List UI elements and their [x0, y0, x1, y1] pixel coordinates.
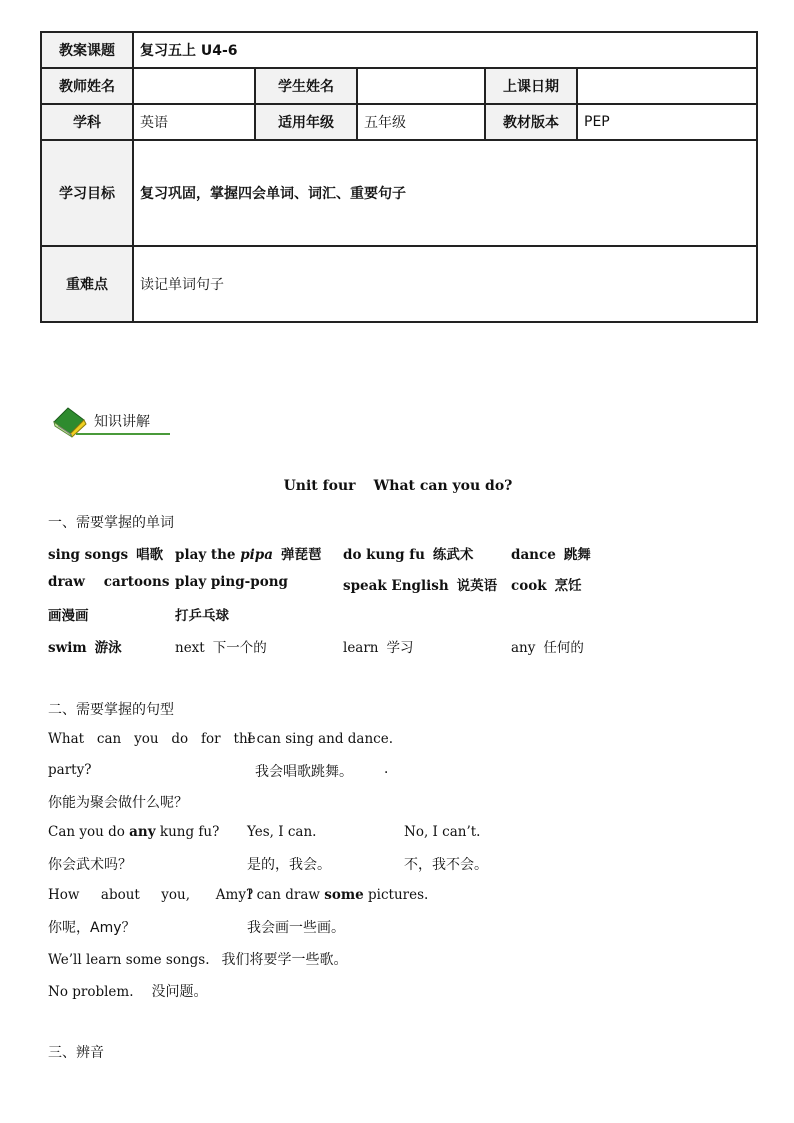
table-row: [41, 104, 757, 140]
section-underline: [76, 433, 170, 435]
part3-heading: 三、辨音: [48, 1045, 104, 1061]
vocab-row: [48, 543, 748, 563]
vocab-item: learn 学习: [343, 640, 414, 656]
sentence-question: How about you, Amy?: [48, 887, 254, 903]
table-row: [41, 68, 757, 104]
grade-value: 五年级: [357, 104, 485, 140]
subject-value: 英语: [133, 104, 255, 140]
vocab-item: cook 烹饪: [511, 578, 582, 594]
sentence-answer: I can draw some pictures.: [247, 887, 429, 903]
sentence-question-zh: 你能为聚会做什么呢？: [48, 795, 188, 811]
vocab-item: do kung fu 练武术: [343, 547, 474, 563]
learning-goal-value: 复习巩固，掌握四会单词、词汇、重要句子: [133, 140, 757, 246]
sentence-answer-no: No, I can’t.: [404, 824, 481, 840]
vocab-item: draw cartoons: [48, 574, 170, 590]
vocab-item: speak English 说英语: [343, 578, 498, 594]
sentence: We’ll learn some songs. 我们将要学一些歌。: [48, 952, 348, 968]
vocab-item: any 任何的: [511, 640, 584, 656]
table-row: [41, 140, 757, 246]
vocab-row: [48, 604, 748, 624]
class-date-value[interactable]: [577, 68, 757, 104]
vocab-item: play the pipa 弹琵琶: [175, 547, 322, 563]
vocab-row: [48, 636, 748, 656]
sentence-answer-no-zh: 不，我不会。: [404, 857, 488, 873]
table-row: [41, 32, 757, 68]
table-row: [41, 246, 757, 322]
unit-title: [48, 478, 748, 494]
subject-label: 学科: [41, 104, 133, 140]
sentence-question: Can you do any kung fu?: [48, 824, 220, 840]
teacher-name-label: 教师姓名: [41, 68, 133, 104]
sentence-answer-zh: 我会唱歌跳舞。: [255, 764, 353, 780]
vocab-item: next 下一个的: [175, 640, 267, 656]
unit-title-part-a: Unit four: [283, 478, 356, 494]
sentence-question-zh: 你会武术吗？: [48, 857, 132, 873]
vocab-item: 画漫画: [48, 608, 89, 624]
part1-heading: 一、需要掌握的单词: [48, 515, 174, 531]
part2-heading: 二、需要掌握的句型: [48, 702, 174, 718]
sentence-question-zh: 你呢，Amy？: [48, 920, 136, 936]
edition-value: PEP: [577, 104, 757, 140]
sentence-question-cont: party?: [48, 762, 92, 778]
vocab-item: dance 跳舞: [511, 547, 591, 563]
sentence-answer: I can sing and dance.: [247, 731, 393, 747]
lesson-topic-label: 教案课题: [41, 32, 133, 68]
sentence-answer-yes-zh: 是的，我会。: [247, 857, 331, 873]
stray-dot: .: [384, 761, 389, 777]
sentence: No problem. 没问题。: [48, 984, 208, 1000]
lesson-topic-value: 复习五上 U4-6: [133, 32, 757, 68]
sentence-answer-zh: 我会画一些画。: [247, 920, 345, 936]
sentence-question: What can you do for the: [48, 731, 256, 747]
vocab-item: swim 游泳: [48, 640, 122, 656]
key-points-value: 读记单词句子: [133, 246, 757, 322]
grade-label: 适用年级: [255, 104, 357, 140]
vocab-row: [48, 574, 748, 594]
vocab-item: sing songs 唱歌: [48, 547, 164, 563]
vocab-item: 打乒乓球: [175, 608, 229, 624]
class-date-label: 上课日期: [485, 68, 577, 104]
sentence-answer-yes: Yes, I can.: [247, 824, 317, 840]
student-name-value[interactable]: [357, 68, 485, 104]
learning-goal-label: 学习目标: [41, 140, 133, 246]
section-badge-label: 知识讲解: [94, 414, 150, 430]
edition-label: 教材版本: [485, 104, 577, 140]
unit-title-part-b: What can you do?: [373, 478, 513, 494]
vocab-item: play ping-pong: [175, 574, 288, 590]
key-points-label: 重难点: [41, 246, 133, 322]
teacher-name-value[interactable]: [133, 68, 255, 104]
lesson-info-table: [40, 31, 758, 323]
student-name-label: 学生姓名: [255, 68, 357, 104]
knowledge-section-badge: [50, 404, 174, 438]
